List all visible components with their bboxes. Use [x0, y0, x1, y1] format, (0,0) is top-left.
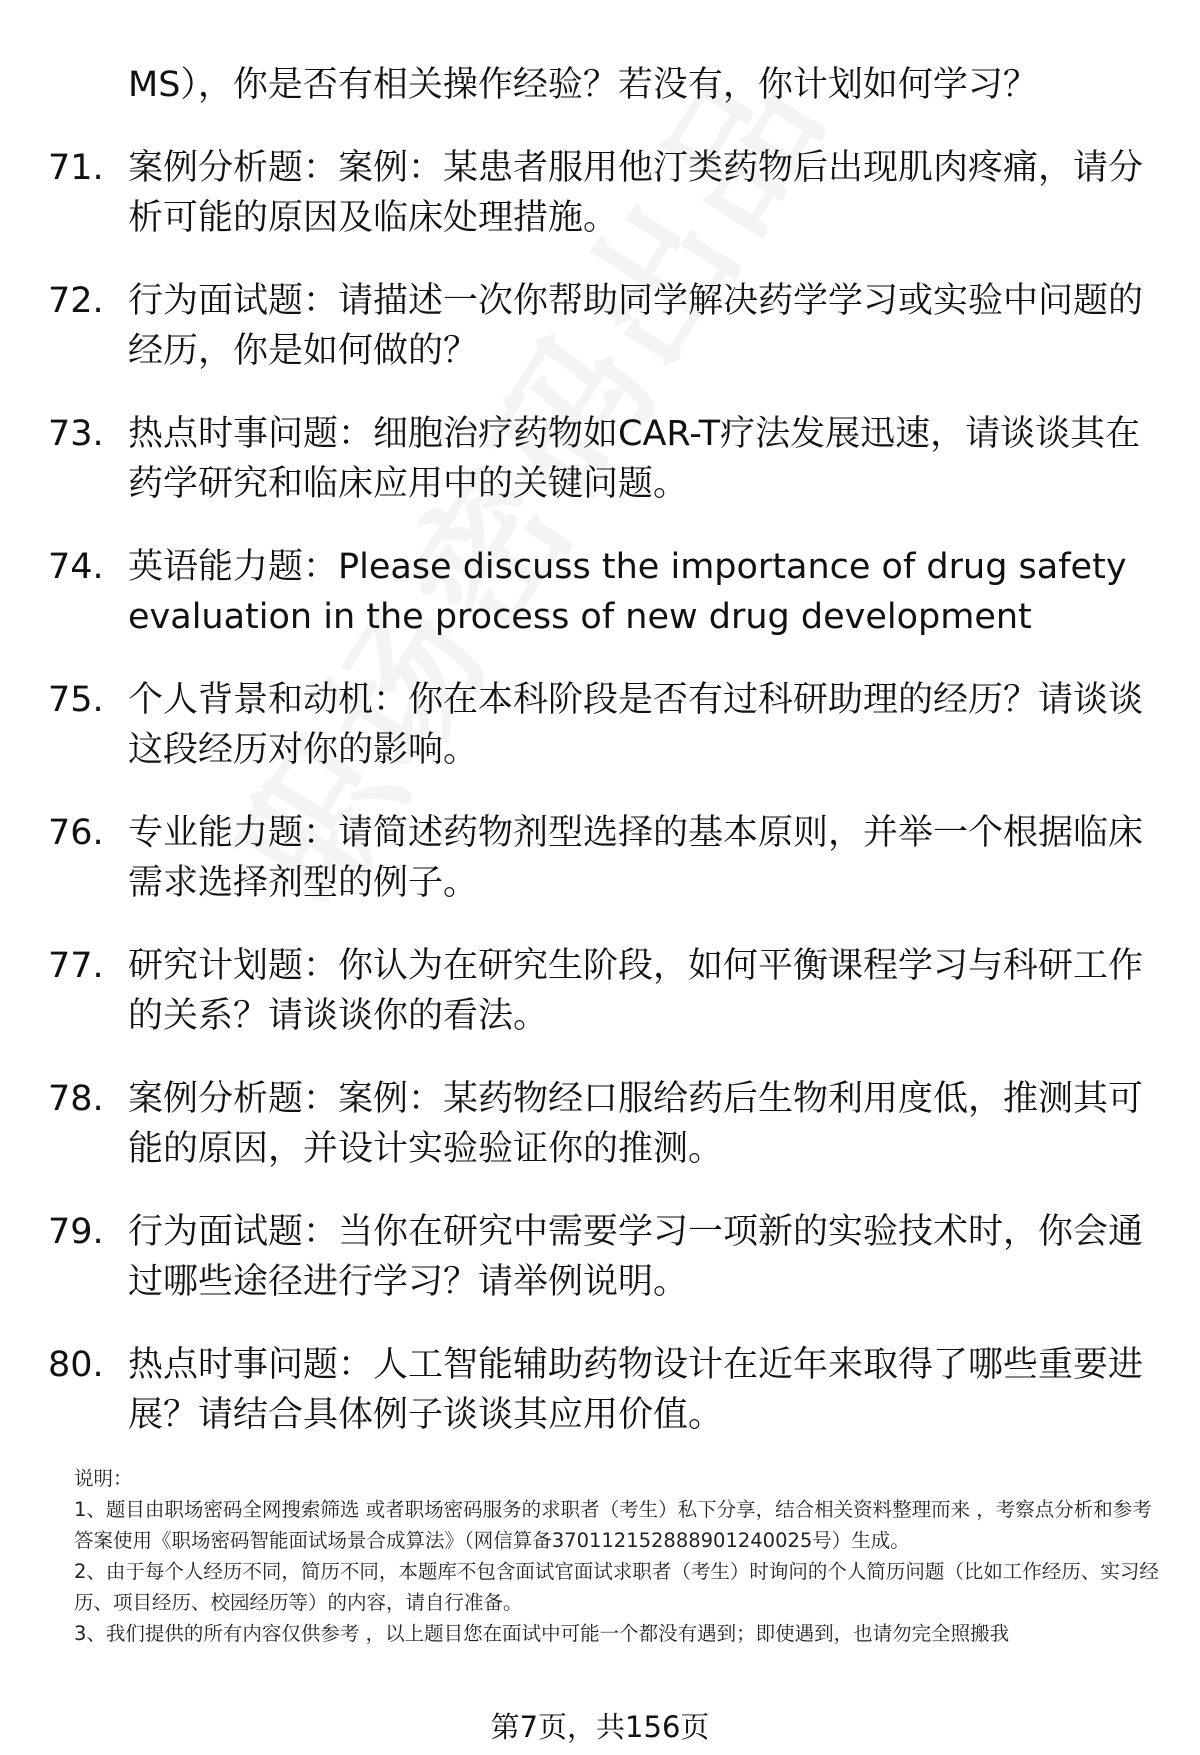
notes-item: 2、由于每个人经历不同，简历不同，本题库不包含面试官面试求职者（考生）时询问的个人简历问题（比如工作经历、实习经历、项目经历、校园经历等）的内容，请自行准备。	[74, 1560, 1159, 1614]
question-list	[48, 143, 1168, 1473]
notes-section	[74, 1463, 1159, 1649]
question-number: 76.	[48, 813, 104, 853]
question-text: 行为面试题：请描述一次你帮助同学解决药学学习或实验中问题的经历，你是如何做的？	[128, 281, 1144, 371]
notes-item: 3、我们提供的所有内容仅供参考 ，以上题目您在面试中可能一个都没有遇到；即使遇到，也请勿完全照搬我	[74, 1622, 1010, 1645]
question-item	[48, 409, 1168, 542]
question-item	[48, 1207, 1168, 1340]
question-text: 行为面试题：当你在研究中需要学习一项新的实验技术时，你会通过哪些途径进行学习？请举例说明。	[128, 1212, 1144, 1302]
question-number: 78.	[48, 1079, 104, 1119]
question-text: 研究计划题：你认为在研究生阶段，如何平衡课程学习与科研工作的关系？请谈谈你的看法。	[128, 946, 1144, 1036]
question-number: 79.	[48, 1212, 104, 1252]
question-item	[48, 675, 1168, 808]
page-number-footer: 第7页，共156页	[490, 1710, 710, 1744]
question-number: 74.	[48, 547, 104, 587]
question-text: 英语能力题：Please discuss the importance of drug safety evaluation in the process of new drug development	[128, 547, 1127, 637]
question-item	[48, 808, 1168, 941]
question-item	[48, 143, 1168, 276]
question-text: 热点时事问题：细胞治疗药物如CAR-T疗法发展迅速，请谈谈其在药学研究和临床应用中的关键问题。	[128, 414, 1141, 504]
question-item	[48, 542, 1168, 675]
question-item	[48, 1340, 1168, 1473]
continuation-line: MS），你是否有相关操作经验？若没有，你计划如何学习？	[128, 65, 1038, 105]
question-item	[48, 276, 1168, 409]
question-text: 案例分析题：案例：某药物经口服给药后生物利用度低，推测其可能的原因，并设计实验验证你的推测。	[128, 1079, 1144, 1169]
question-text: 案例分析题：案例：某患者服用他汀类药物后出现肌肉疼痛，请分析可能的原因及临床处理措施。	[128, 148, 1144, 238]
question-number: 77.	[48, 946, 104, 986]
question-text: 专业能力题：请简述药物剂型选择的基本原则，并举一个根据临床需求选择剂型的例子。	[128, 813, 1144, 903]
notes-item: 1、题目由职场密码全网搜索筛选 或者职场密码服务的求职者（考生）私下分享，结合相关资料整理而来 ，考察点分析和参考答案使用《职场密码智能面试场景合成算法》（网信算备370112152888901240025号）生成。	[74, 1498, 1152, 1552]
question-number: 72.	[48, 281, 104, 321]
notes-title: 说明：	[74, 1467, 133, 1490]
question-text: 热点时事问题：人工智能辅助药物设计在近年来取得了哪些重要进展？请结合具体例子谈谈其应用价值。	[128, 1345, 1144, 1435]
question-number: 80.	[48, 1345, 104, 1385]
question-number: 71.	[48, 148, 104, 188]
question-text: 个人背景和动机：你在本科阶段是否有过科研助理的经历？请谈谈这段经历对你的影响。	[128, 680, 1144, 770]
question-number: 73.	[48, 414, 104, 454]
question-item	[48, 941, 1168, 1074]
question-item	[48, 1074, 1168, 1207]
question-number: 75.	[48, 680, 104, 720]
